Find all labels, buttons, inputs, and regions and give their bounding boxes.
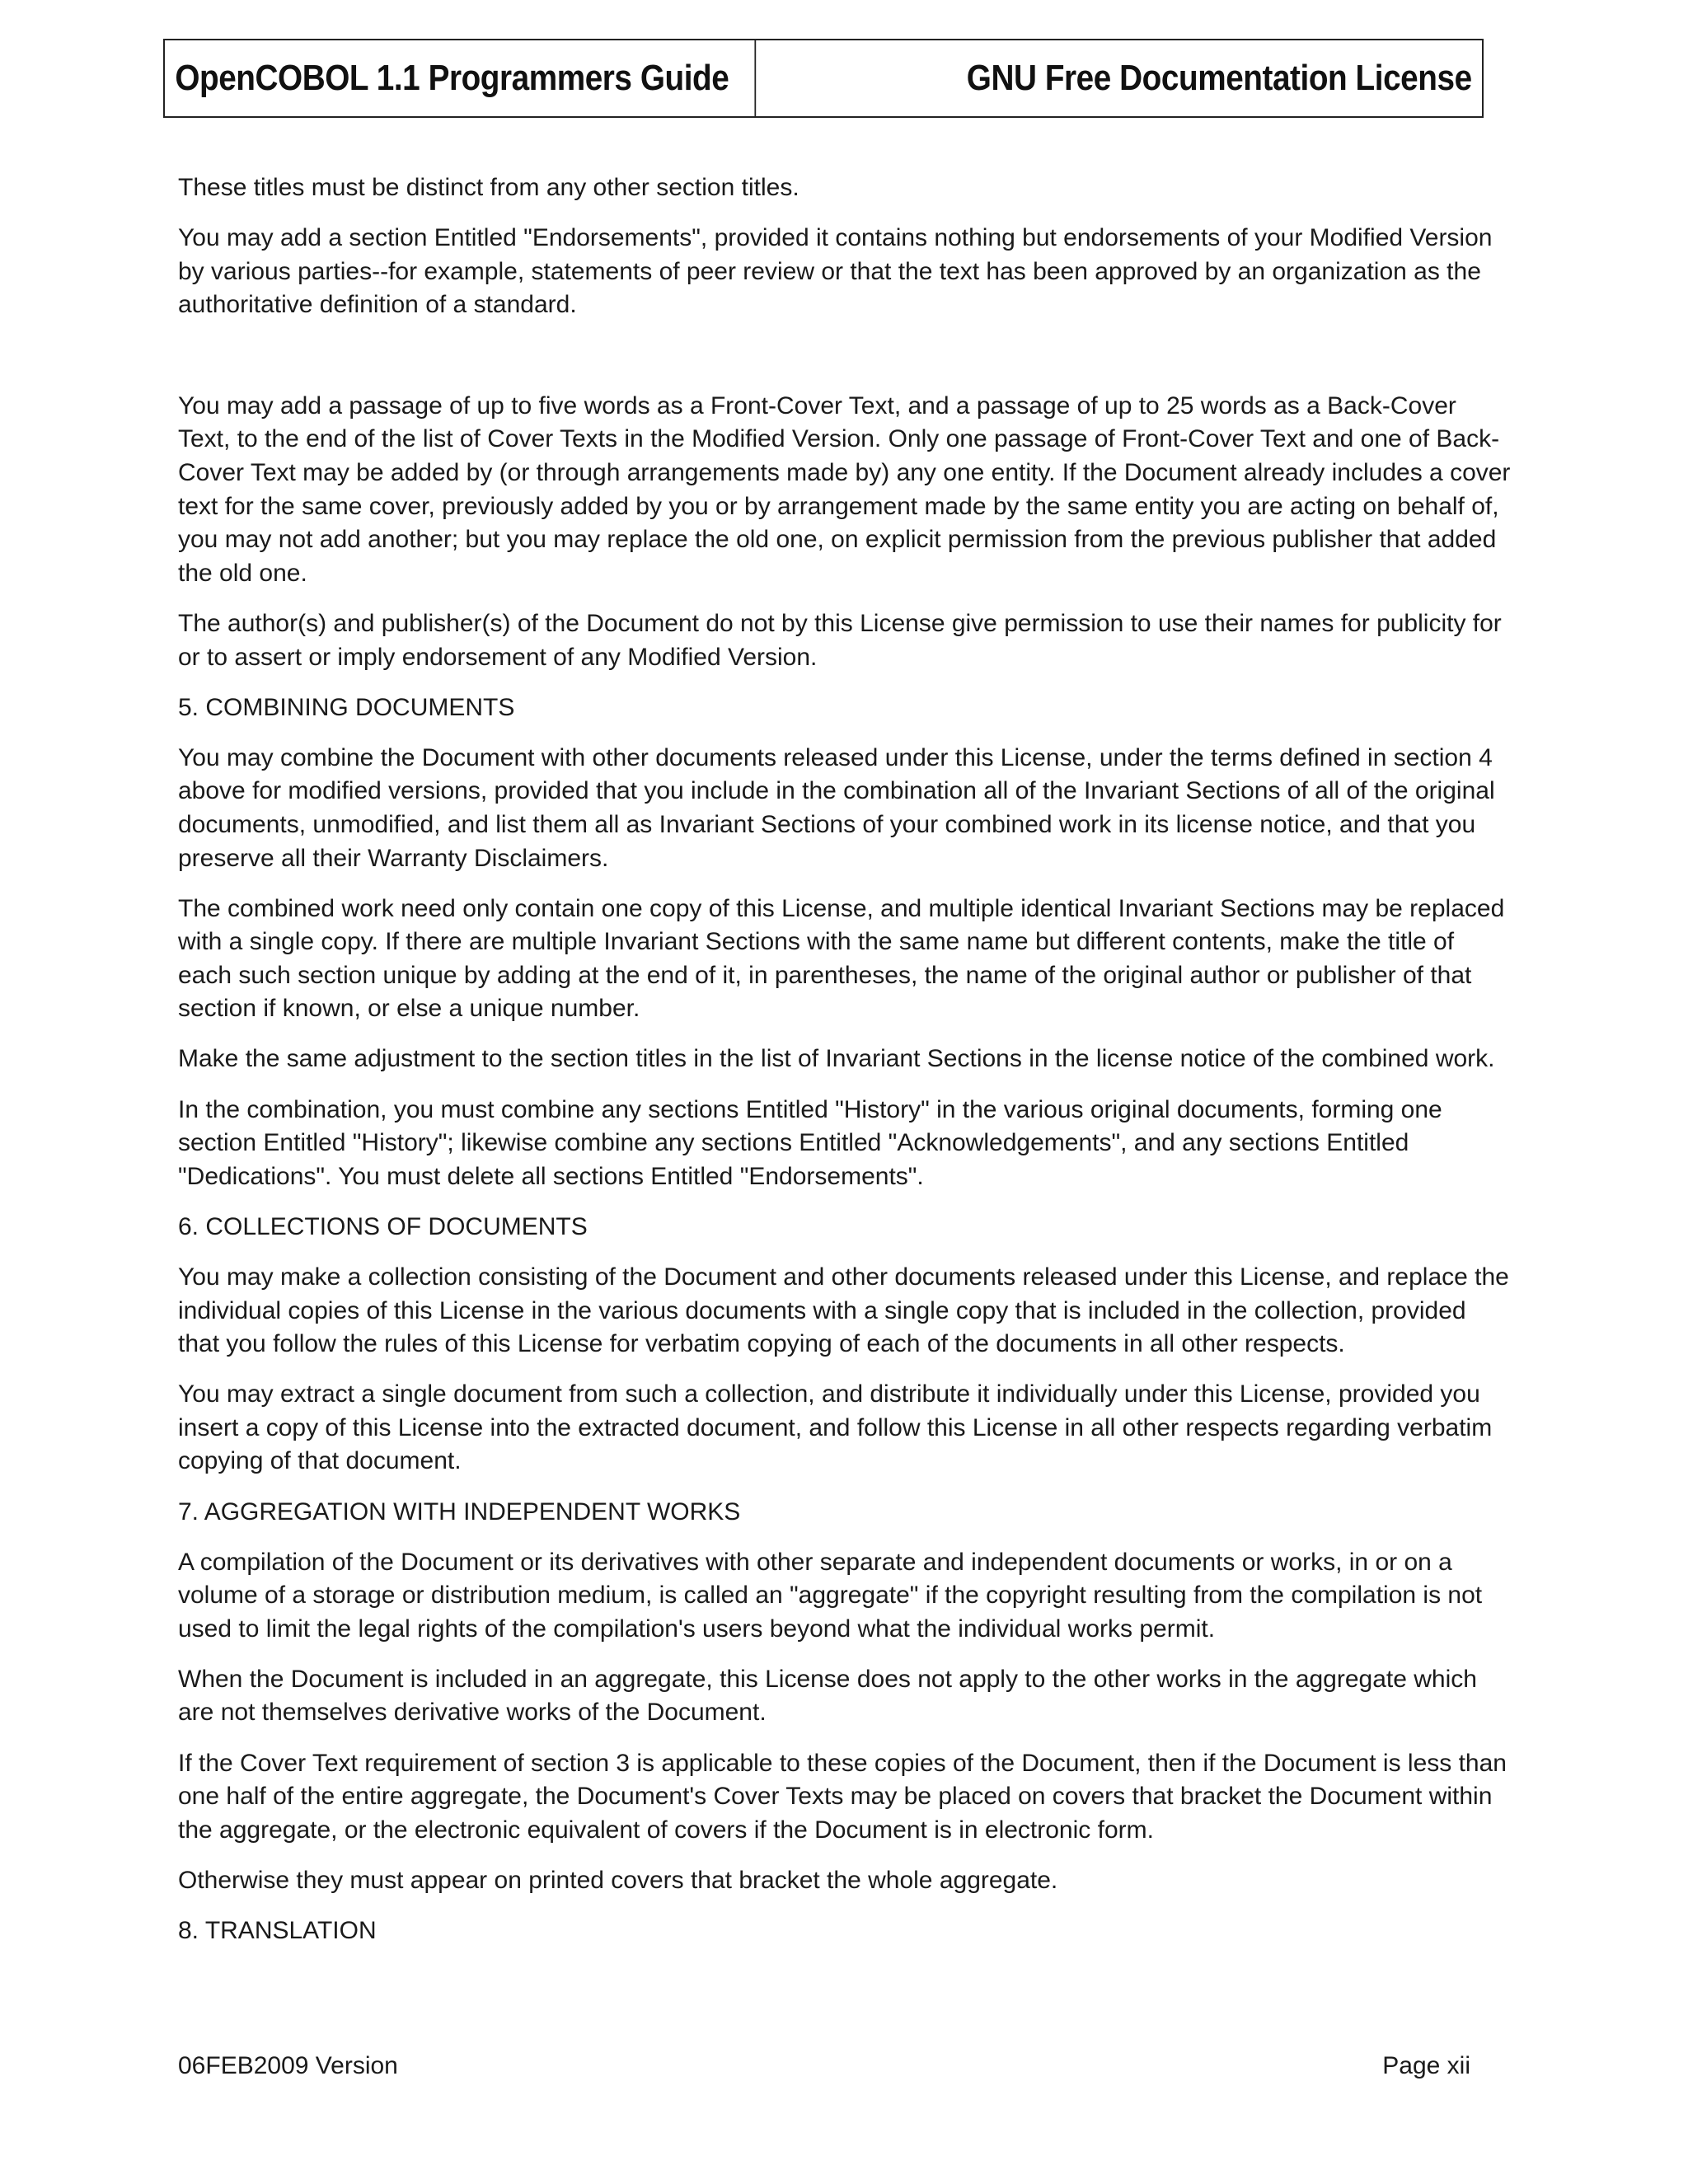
section-heading: 6. COLLECTIONS OF DOCUMENTS bbox=[178, 1212, 588, 1240]
section-heading: 5. COMBINING DOCUMENTS bbox=[178, 693, 515, 721]
header-chapter-title: GNU Free Documentation License bbox=[966, 58, 1472, 98]
page-footer bbox=[178, 2052, 1470, 2080]
header-document-title: OpenCOBOL 1.1 Programmers Guide bbox=[165, 40, 756, 116]
paragraph: When the Document is included in an aggregate, this License does not apply to the other works in the aggregate which are not themselves derivative works of the Document. bbox=[178, 1665, 1477, 1727]
page-body bbox=[178, 171, 1513, 1965]
paragraph: These titles must be distinct from any other section titles. bbox=[178, 174, 799, 201]
paragraph: You may combine the Document with other documents released under this License, under the terms defined in section 4 above for modified versions, provided that you include in the combination all of the Invariant Sections of all of the original documents, unmodified, and list them all as Invariant Sections of your combined work in its license notice, and that you preserve all their Warranty Disclaimers. bbox=[178, 743, 1495, 872]
paragraph: In the combination, you must combine any sections Entitled "History" in the various original documents, forming one section Entitled "History"; likewise combine any sections Entitled "Acknowledgements", and any sections Entitled "Dedications". You must delete all sections Entitled "Endorsements". bbox=[178, 1095, 1442, 1190]
paragraph: The combined work need only contain one copy of this License, and multiple identical Invariant Sections may be replaced with a single copy. If there are multiple Invariant Sections with the same name but different contents, make the title of each such section unique by adding at the end of it, in parentheses, the name of the original author or publisher of that section if known, or else a unique number. bbox=[178, 894, 1505, 1023]
paragraph: You may make a collection consisting of the Document and other documents released under this License, and replace the individual copies of this License in the various documents with a single copy that is included in the collection, provided that you follow the rules of this License for verbatim copying of each of the documents in all other respects. bbox=[178, 1263, 1509, 1358]
section-heading: 8. TRANSLATION bbox=[178, 1916, 377, 1944]
paragraph: If the Cover Text requirement of section 3 is applicable to these copies of the Document, then if the Document is less than one half of the entire aggregate, the Document's Cover Texts may be placed on covers that bracket the Document within the aggregate, or the electronic equivalent of covers if the Document is in electronic form. bbox=[178, 1749, 1507, 1844]
paragraph: Make the same adjustment to the section titles in the list of Invariant Sections in the license notice of the combined work. bbox=[178, 1045, 1495, 1073]
paragraph: The author(s) and publisher(s) of the Document do not by this License give permission to use their names for publicity for or to assert or imply endorsement of any Modified Version. bbox=[178, 609, 1502, 671]
paragraph: Otherwise they must appear on printed covers that bracket the whole aggregate. bbox=[178, 1866, 1058, 1894]
paragraph: You may extract a single document from such a collection, and distribute it individually under this License, provided you insert a copy of this License into the extracted document, and follow this License in all other respects regarding verbatim copying of that document. bbox=[178, 1380, 1493, 1475]
section-heading: 7. AGGREGATION WITH INDEPENDENT WORKS bbox=[178, 1497, 741, 1526]
page-number: Page xii bbox=[1382, 2052, 1470, 2079]
paragraph: A compilation of the Document or its derivatives with other separate and independent documents or works, in or on a volume of a storage or distribution medium, is called an "aggregate" if the copyright resulting from the compilation is not used to limit the legal rights of the compilation's users beyond what the individual works permit. bbox=[178, 1548, 1483, 1643]
paragraph: You may add a passage of up to five words as a Front-Cover Text, and a passage of up to 25 words as a Back-Cover Text, to the end of the list of Cover Texts in the Modified Version. Only one passage of Front-Cover Text and one of Back-Cover Text may be added by (or through arrangements made by) any one entity. If the Document already includes a cover text for the same cover, previously added by you or by arrangement made by the same entity you are acting on behalf of, you may not add another; but you may replace the old one, on explicit permission from the previous publisher that added the old one. bbox=[178, 391, 1511, 587]
footer-version: 06FEB2009 Version bbox=[178, 2052, 398, 2079]
paragraph: You may add a section Entitled "Endorsements", provided it contains nothing but endorsements of your Modified Version by various parties--for example, statements of peer review or that the text has been approved by an organization as the authoritative definition of a standard. bbox=[178, 224, 1493, 319]
page-header bbox=[163, 39, 1484, 118]
